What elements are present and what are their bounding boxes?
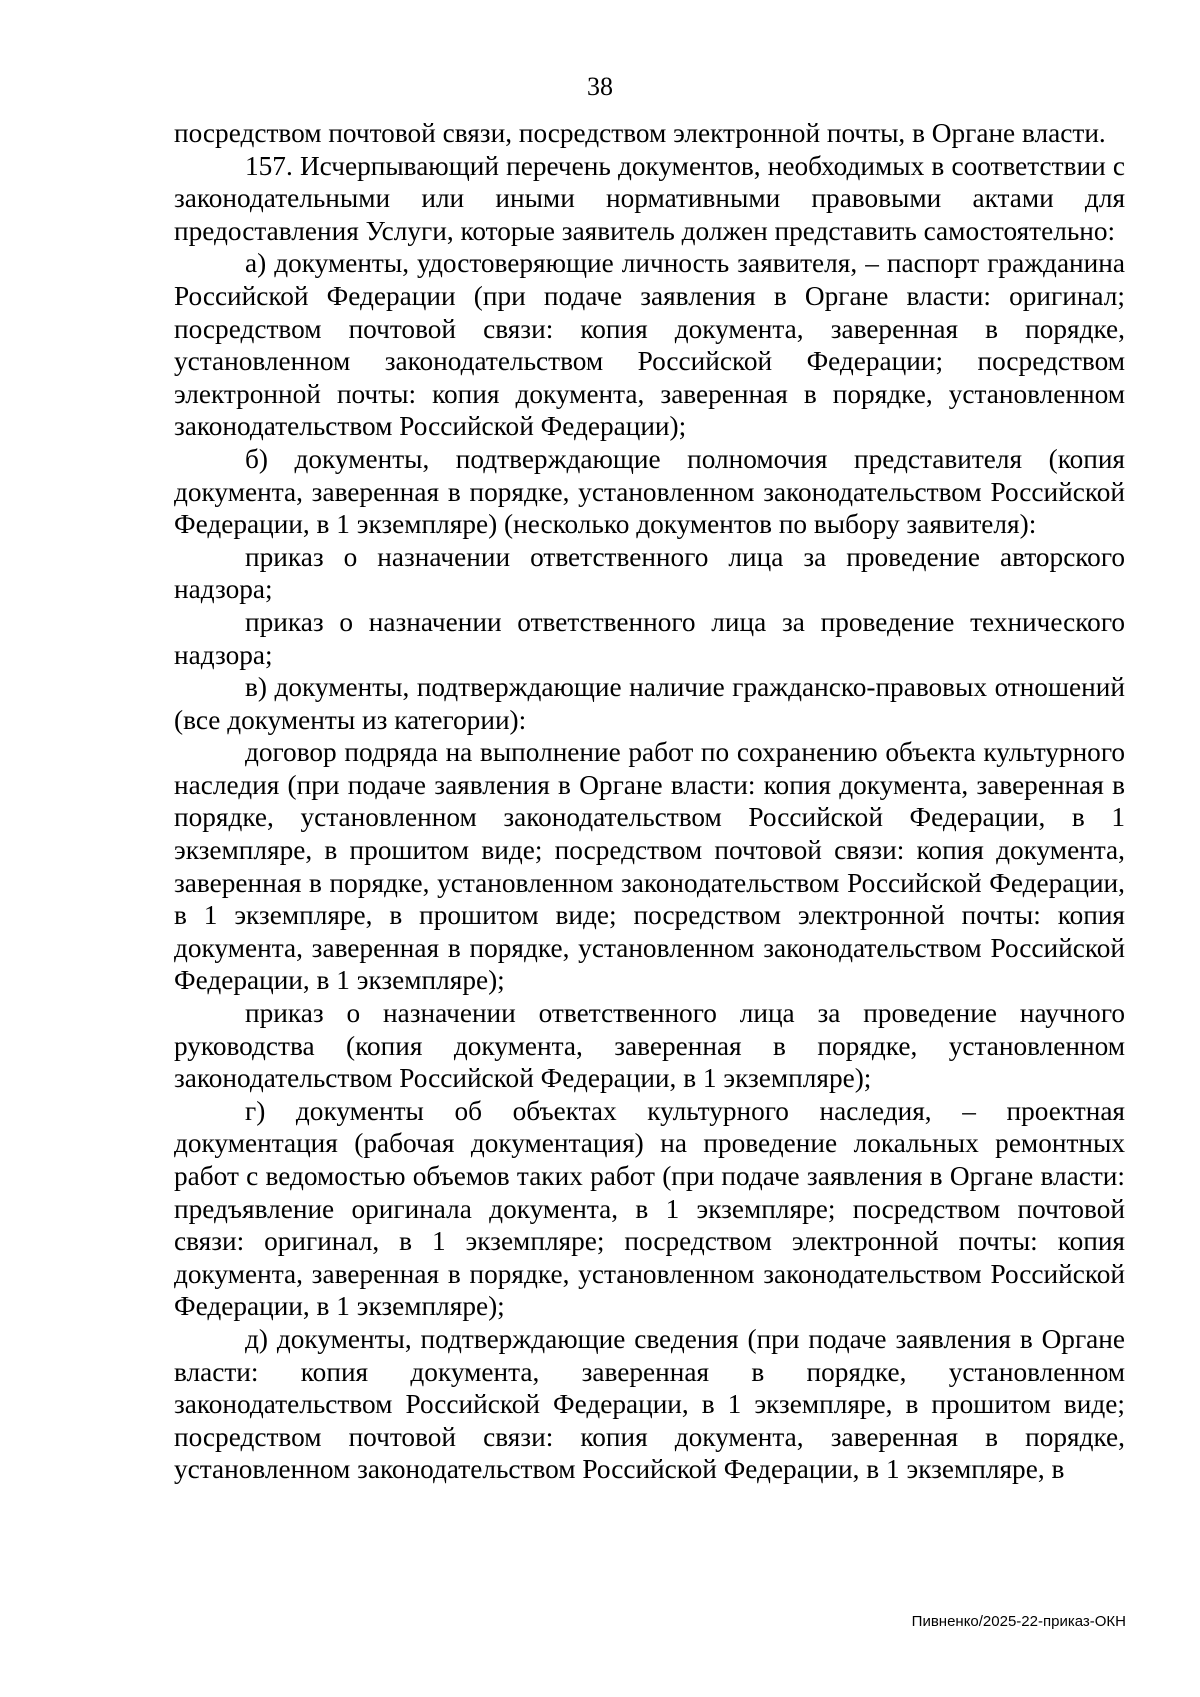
paragraph: приказ о назначении ответственного лица за проведение авторского надзора;: [174, 541, 1125, 605]
paragraph: д) документы, подтверждающие сведения (при подаче заявления в Органе власти: копия документа, заверенная в порядке, установленном законодательством Российской Федерации, в 1 экземпляре, в прошитом виде; посредством почтовой связи: копия документа, заверенная в порядке, установленном законодательством Российской Федерации, в 1 экземпляре, в: [174, 1323, 1125, 1485]
paragraph: посредством почтовой связи, посредством электронной почты, в Органе власти.: [174, 118, 1106, 148]
document-code-footer: Пивненко/2025-22-приказ-ОКН: [911, 1613, 1126, 1630]
paragraph: в) документы, подтверждающие наличие гражданско-правовых отношений (все документы из категории):: [174, 672, 1125, 735]
paragraph: 157. Исчерпывающий перечень документов, необходимых в соответствии с законодательными или иными нормативными правовыми актами для предоставления Услуги, которые заявитель должен представить самостоятельно:: [174, 150, 1125, 246]
page-number: 38: [587, 72, 613, 101]
paragraph: приказ о назначении ответственного лица за проведение технического надзора;: [174, 606, 1125, 670]
document-body: [174, 117, 1125, 1486]
paragraph: б) документы, подтверждающие полномочия представителя (копия документа, заверенная в порядке, установленном законодательством Российской Федерации, в 1 экземпляре) (несколько документов по выбору заявителя):: [174, 443, 1125, 540]
paragraph: приказ о назначении ответственного лица за проведение научного руководства (копия документа, заверенная в порядке, установленном законодательством Российской Федерации, в 1 экземпляре);: [174, 998, 1125, 1094]
paragraph: г) документы об объектах культурного наследия, – проектная документация (рабочая документация) на проведение локальных ремонтных работ с ведомостью объемов таких работ (при подаче заявления в Органе власти: предъявление оригинала документа, в 1 экземпляре; посредством почтовой связи: оригинал, в 1 экземпляре; посредством электронной почты: копия документа, заверенная в порядке, установленном законодательством Российской Федерации, в 1 экземпляре);: [174, 1095, 1125, 1322]
paragraph: договор подряда на выполнение работ по сохранению объекта культурного наследия (при подаче заявления в Органе власти: копия документа, заверенная в порядке, установленном законодательством Российской Федерации, в 1 экземпляре, в прошитом виде; посредством почтовой связи: копия документа, заверенная в порядке, установленном законодательством Российской Федерации, в 1 экземпляре, в прошитом виде; посредством электронной почты: копия документа, заверенная в порядке, установленном законодательством Российской Федерации, в 1 экземпляре);: [174, 737, 1125, 996]
paragraph: а) документы, удостоверяющие личность заявителя, – паспорт гражданина Российской Федерации (при подаче заявления в Органе власти: оригинал; посредством почтовой связи: копия документа, заверенная в порядке, установленном законодательством Российской Федерации; посредством электронной почты: копия документа, заверенная в порядке, установленном законодательством Российской Федерации);: [174, 248, 1125, 442]
